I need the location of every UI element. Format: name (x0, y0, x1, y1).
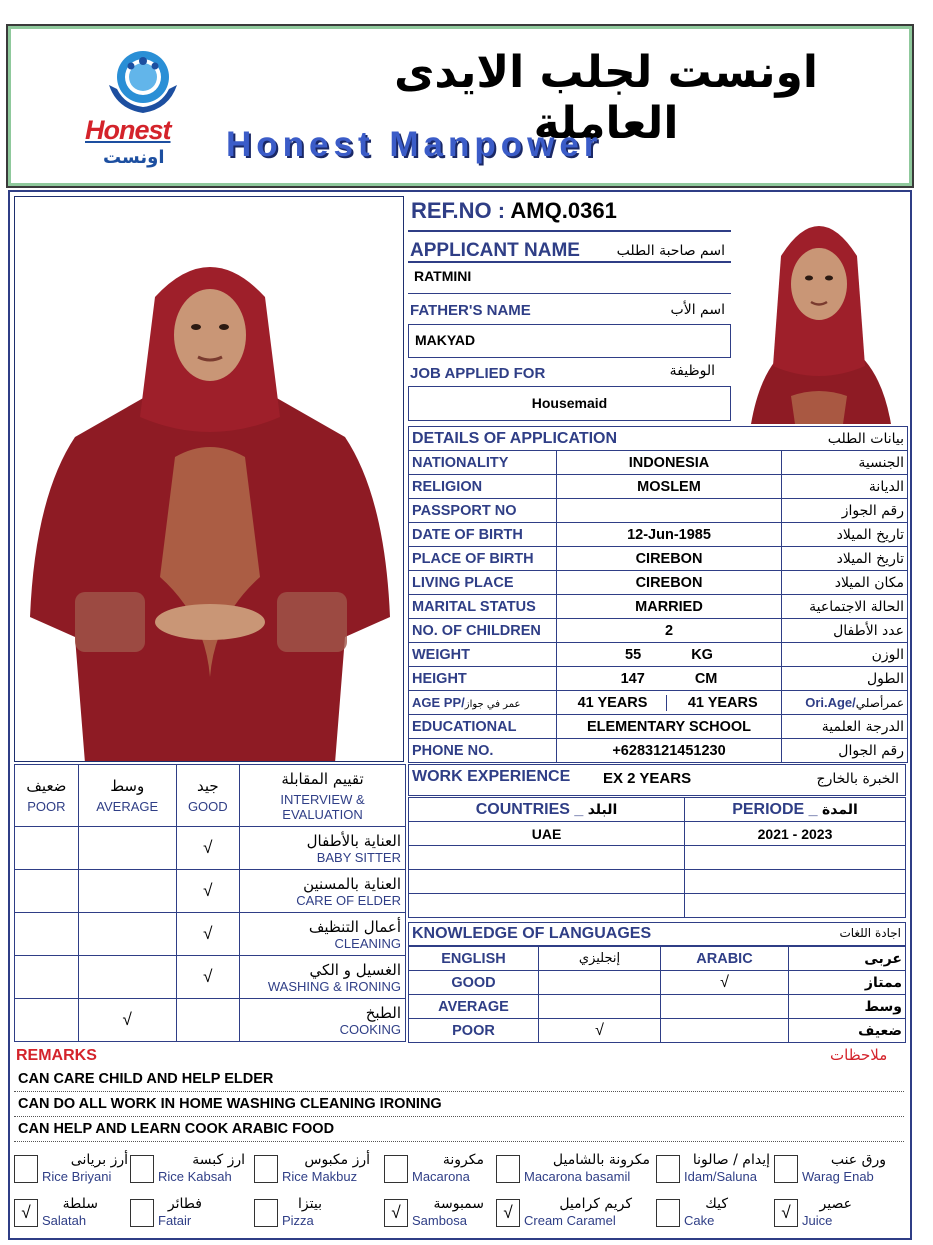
table-row: DATE OF BIRTH 12-Jun-1985 تاريخ الميلاد (409, 523, 908, 547)
father-name: MAKYAD (415, 332, 476, 348)
table-row: LIVING PLACE CIREBON مكان الميلاد (409, 571, 908, 595)
father-name-label: FATHER'S NAME (410, 302, 531, 319)
job-label: JOB APPLIED FOR (410, 365, 546, 382)
table-row (409, 846, 906, 870)
table-row: WEIGHT 55 KG الوزن (409, 643, 908, 667)
food-item[interactable]: فطائر Fatair (130, 1196, 202, 1230)
checkbox[interactable] (496, 1155, 520, 1183)
table-row: AVERAGE وسط (409, 995, 906, 1019)
remarks-title: REMARKS (16, 1047, 97, 1064)
checkbox[interactable] (254, 1199, 278, 1227)
checkbox[interactable]: √ (496, 1199, 520, 1227)
father-name-box (408, 324, 731, 358)
age-passport: 41 YEARS (559, 695, 667, 711)
table-row: POOR √ ضعيف (409, 1019, 906, 1043)
logo-wordmark: Honest (85, 115, 171, 145)
languages-title-box: KNOWLEDGE OF LANGUAGES اجادة اللغات (408, 922, 906, 946)
job-label-ar: الوظيفة (669, 363, 715, 379)
full-body-photo (14, 196, 404, 762)
applicant-name: RATMINI (414, 268, 472, 284)
table-row: √ العناية بالأطفال BABY SITTER (15, 827, 406, 870)
checkbox[interactable] (130, 1155, 154, 1183)
work-experience-table: COUNTRIES _ البلد PERIODE _ المدة UAE 2021 - 2023 (408, 797, 906, 918)
checkbox[interactable] (656, 1155, 680, 1183)
checkbox[interactable] (254, 1155, 278, 1183)
remarks-title-ar: ملاحظات (830, 1046, 888, 1064)
header-banner (8, 26, 912, 186)
company-title-english: Honest Manpower (226, 125, 603, 164)
divider (408, 230, 731, 232)
checkbox[interactable] (774, 1155, 798, 1183)
table-row: PASSPORT NO رقم الجواز (409, 499, 908, 523)
table-row: √ الطبخ COOKING (15, 999, 406, 1042)
food-item[interactable]: مكرونة بالشاميل Macarona basamil (496, 1152, 650, 1186)
remark-line: CAN HELP AND LEARN COOK ARABIC FOOD (14, 1118, 904, 1142)
applicant-name-label-ar: اسم صاحبة الطلب (616, 243, 725, 259)
table-row: PHONE NO. +6283121451230 رقم الجوال (409, 739, 908, 763)
food-item[interactable]: مكرونة Macarona (384, 1152, 484, 1186)
checkbox[interactable]: √ (774, 1199, 798, 1227)
food-item[interactable]: √ سلطة Salatah (14, 1196, 98, 1230)
age-original: 41 YEARS (687, 694, 758, 711)
person-portrait-icon (731, 196, 908, 424)
work-experience-value: EX 2 YEARS (603, 770, 692, 787)
table-row: UAE 2021 - 2023 (409, 822, 906, 846)
applicant-name-label: APPLICANT NAME (410, 240, 580, 261)
logo-arabic-wordmark: اونست (103, 147, 165, 167)
portrait-photo (731, 196, 908, 424)
table-row: √ أعمال التنظيف CLEANING (15, 913, 406, 956)
table-row: PLACE OF BIRTH CIREBON تاريخ الميلاد (409, 547, 908, 571)
job-box (408, 386, 731, 421)
checkbox[interactable]: √ (384, 1199, 408, 1227)
reference-value: AMQ.0361 (510, 198, 617, 223)
food-item[interactable]: ورق عنب Warag Enab (774, 1152, 886, 1186)
table-row (409, 870, 906, 894)
reference-number: REF.NO : AMQ.0361 (411, 198, 617, 223)
food-item[interactable]: كيك Cake (656, 1196, 728, 1230)
checkbox[interactable] (656, 1199, 680, 1227)
company-title-arabic: اونست لجلب الايدى العاملة (394, 47, 818, 149)
company-logo-icon (103, 49, 183, 119)
person-figure-icon (15, 197, 404, 762)
food-item[interactable]: √ كريم كراميل Cream Caramel (496, 1196, 632, 1230)
applicant-name-box (408, 262, 731, 294)
table-row: EDUCATIONAL ELEMENTARY SCHOOL الدرجة العلمية (409, 715, 908, 739)
remark-line: CAN DO ALL WORK IN HOME WASHING CLEANING IRONING (14, 1093, 904, 1117)
details-table (408, 426, 908, 763)
evaluation-table: ضعيف POOR وسط AVERAGE جيد GOOD تقييم المقابلة INTERVIEW & EVALUATION √ العناية بالأطفال BABY SITTER √ العناية بالمسنين CARE OF ELDER √ أعمال التنظيف CLEANING √ الغسيل و الكي WASHING & IRONING √ الطبخ COOKING (14, 764, 406, 1042)
food-item[interactable]: √ عصير Juice (774, 1196, 852, 1230)
table-row: √ العناية بالمسنين CARE OF ELDER (15, 870, 406, 913)
details-title-ar: بيانات الطلب (782, 427, 908, 451)
food-item[interactable]: أرز بريانى Rice Briyani (14, 1152, 128, 1186)
job-title: Housemaid (531, 395, 608, 411)
checkbox[interactable] (130, 1199, 154, 1227)
food-item[interactable]: بيتزا Pizza (254, 1196, 322, 1230)
table-row (409, 894, 906, 918)
checkbox[interactable] (14, 1155, 38, 1183)
table-row: GOOD √ ممتاز (409, 971, 906, 995)
table-row: RELIGION MOSLEM الديانة (409, 475, 908, 499)
table-row: NO. OF CHILDREN 2 عدد الأطفال (409, 619, 908, 643)
remark-line: CAN CARE CHILD AND HELP ELDER (14, 1068, 904, 1092)
checkbox[interactable]: √ (14, 1199, 38, 1227)
checkbox[interactable] (384, 1155, 408, 1183)
table-row: AGE PP/عمر في جواز 41 YEARS 41 YEARS Ori.Age/عمرأصلي (409, 691, 908, 715)
work-experience-box: WORK EXPERIENCE EX 2 YEARS الخبرة بالخارج (408, 764, 906, 796)
father-name-label-ar: اسم الأب (670, 302, 725, 318)
food-item[interactable]: أرز مكبوس Rice Makbuz (254, 1152, 370, 1186)
details-title: DETAILS OF APPLICATION (409, 427, 782, 451)
food-item[interactable]: إيدام / صالونا Idam/Saluna (656, 1152, 770, 1186)
languages-table: ENGLISH إنجليزي ARABIC عربى GOOD √ ممتاز AVERAGE وسط POOR √ ضعيف (408, 946, 906, 1043)
table-row: NATIONALITY INDONESIA الجنسية (409, 451, 908, 475)
table-row: HEIGHT 147 CM الطول (409, 667, 908, 691)
table-row: MARITAL STATUS MARRIED الحالة الاجتماعية (409, 595, 908, 619)
food-item[interactable]: ارز كبسة Rice Kabsah (130, 1152, 245, 1186)
food-item[interactable]: √ سمبوسة Sambosa (384, 1196, 484, 1230)
table-row: √ الغسيل و الكي WASHING & IRONING (15, 956, 406, 999)
